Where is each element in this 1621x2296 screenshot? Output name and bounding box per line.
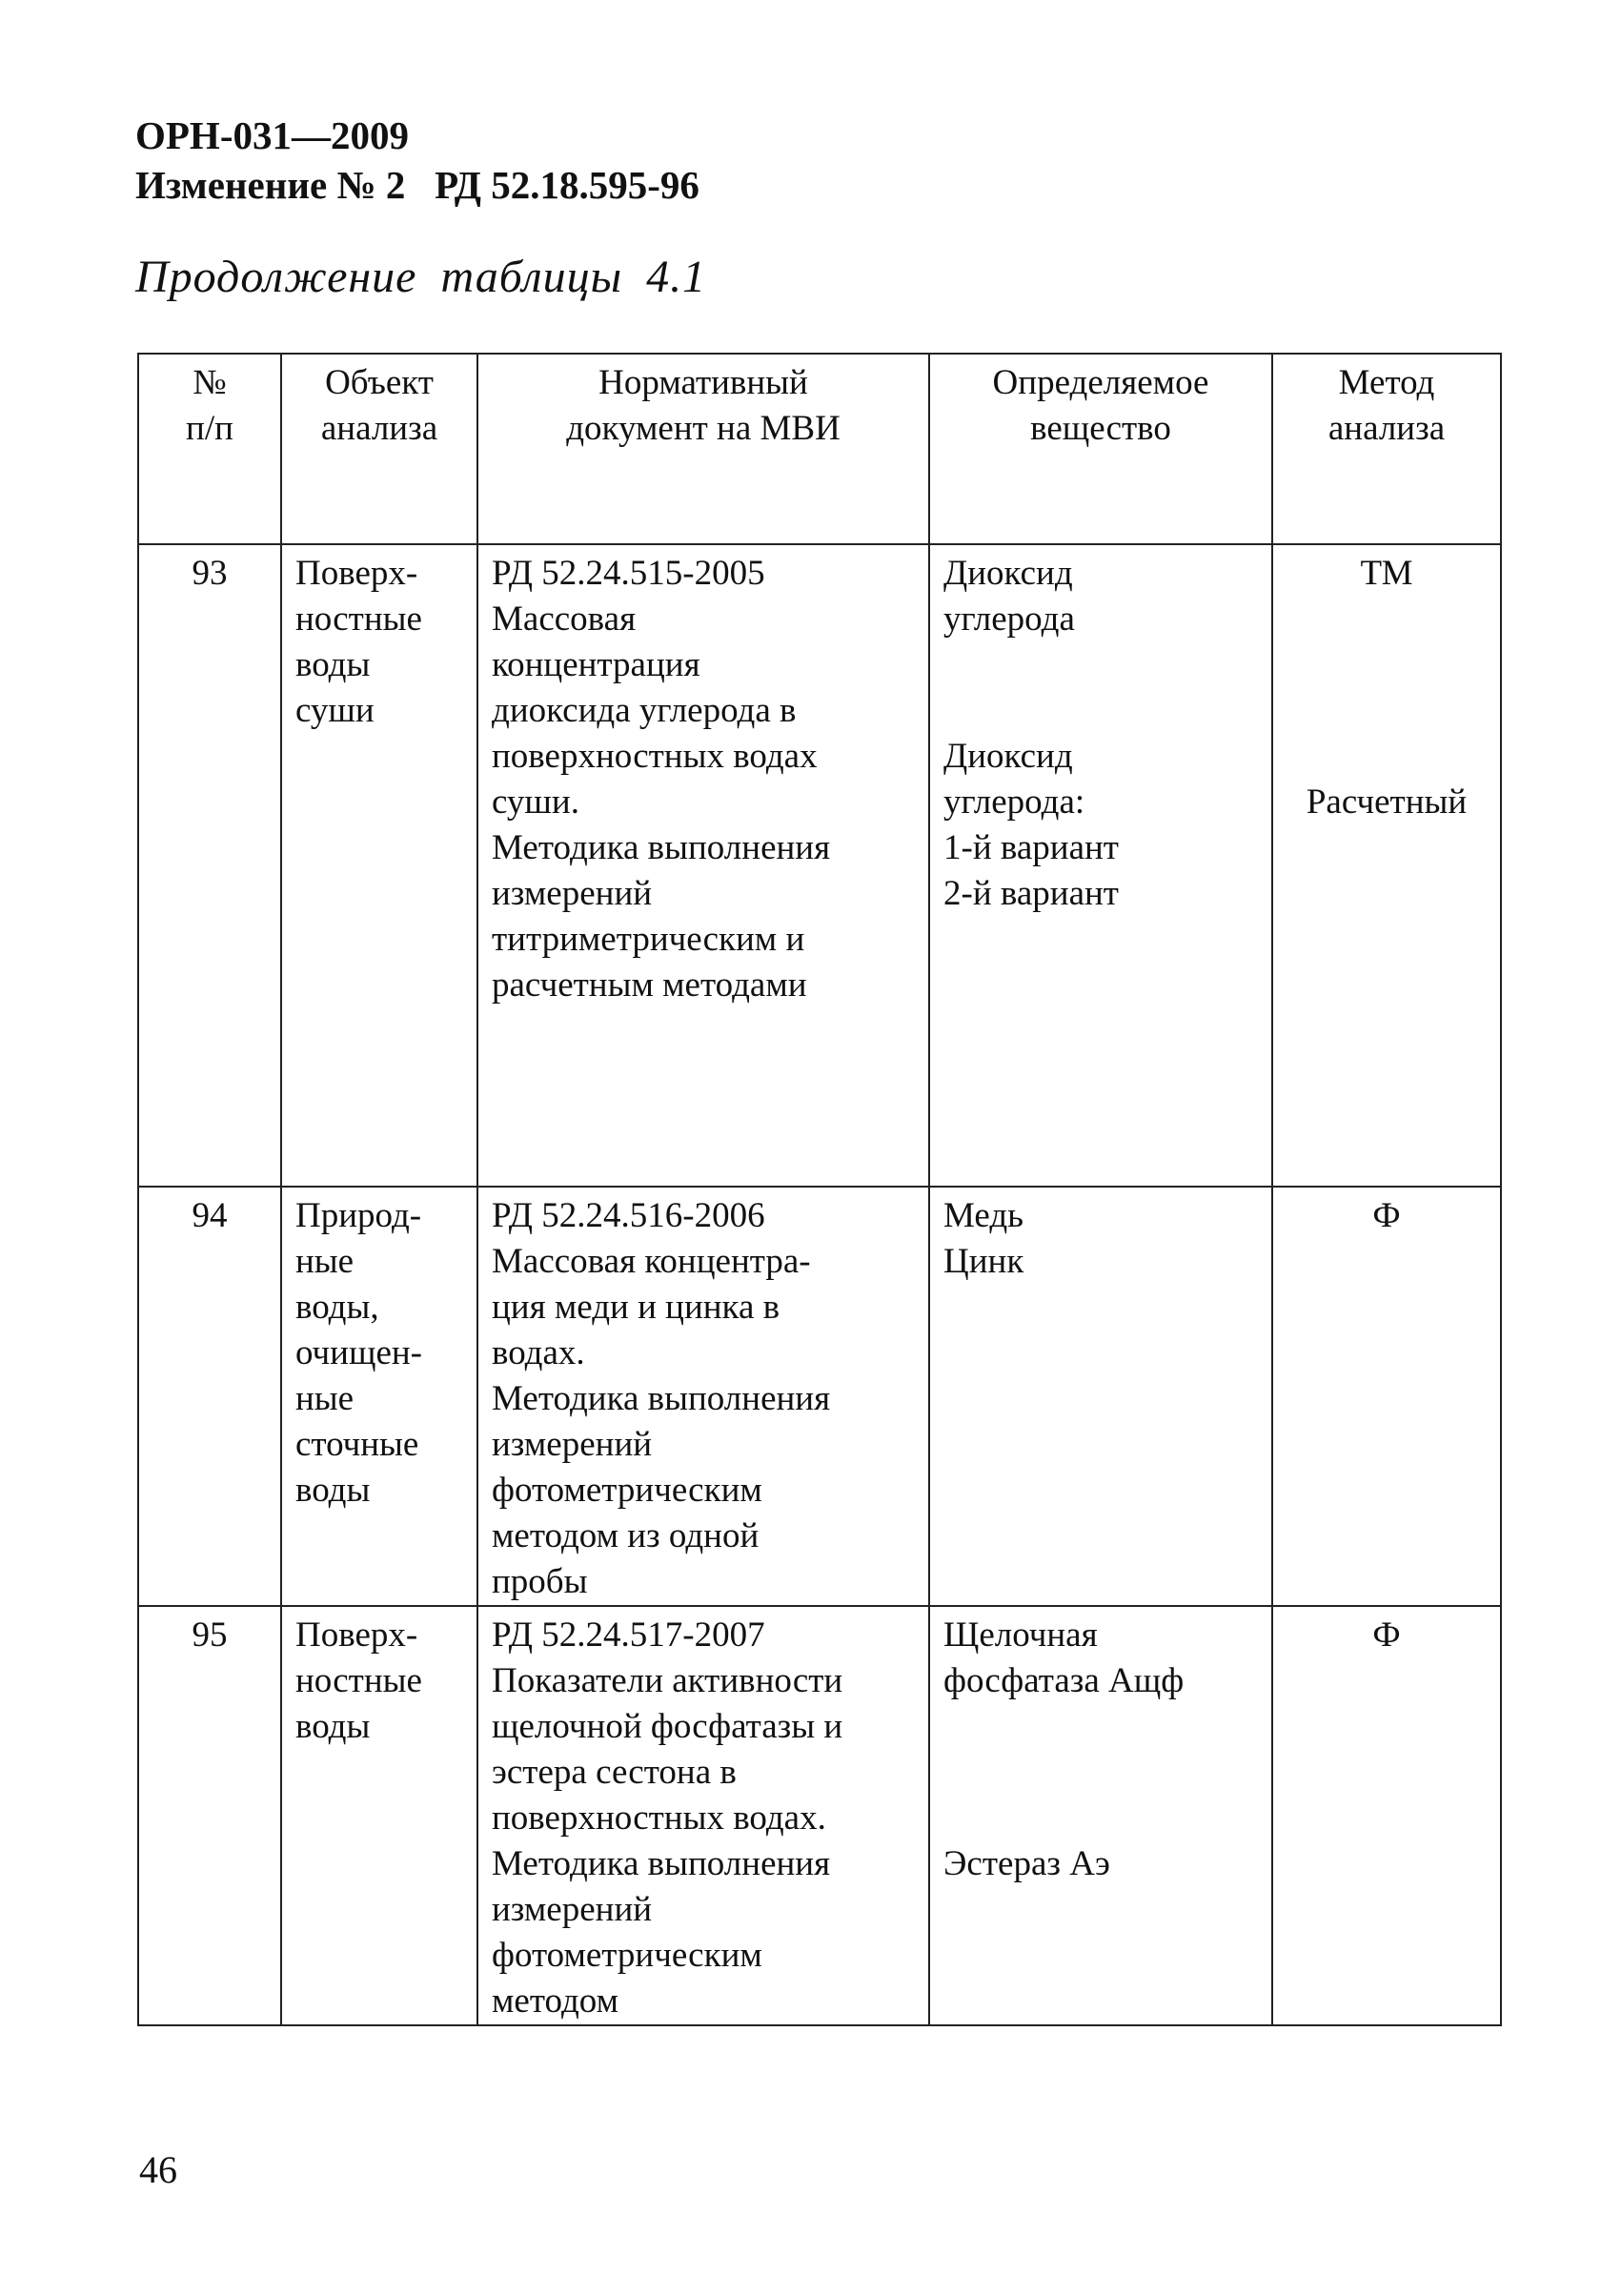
substance-entry: Диоксид углерода: 1-й вариант 2-й вариант — [943, 737, 1119, 913]
column-header-substance: Определяемое вещество — [929, 354, 1272, 544]
table-continuation-title: Продолжение таблицы 4.1 — [135, 252, 707, 302]
substance-cell — [929, 1606, 1272, 2025]
substance-cell — [929, 544, 1272, 1187]
row-number-cell: 93 — [138, 544, 281, 1187]
document-code: ОРН-031—2009 — [135, 113, 409, 157]
object-cell: Поверх- ностные воды суши — [281, 544, 477, 1187]
document-cell: РД 52.24.517-2007 Показатели активности щелочной фосфатазы и эстера сестона в поверхностных водах. Методика выполнения измерений фотометрическим методом — [477, 1606, 929, 2025]
column-header-object: Объект анализа — [281, 354, 477, 544]
method-cell: Ф — [1272, 1187, 1501, 1606]
column-header-number: № п/п — [138, 354, 281, 544]
method-cell — [1272, 544, 1501, 1187]
method-cell: Ф — [1272, 1606, 1501, 2025]
table-row — [138, 544, 1501, 1187]
document-cell: РД 52.24.515-2005 Массовая концентрация диоксида углерода в поверхностных водах суши. Методика выполнения измерений титриметрическим и расчетным методами — [477, 544, 929, 1187]
column-header-document: Нормативный документ на МВИ — [477, 354, 929, 544]
row-number-cell: 95 — [138, 1606, 281, 2025]
object-cell: Природ- ные воды, очищен- ные сточные воды — [281, 1187, 477, 1606]
object-cell: Поверх- ностные воды — [281, 1606, 477, 2025]
method-entry: Расчетный — [1306, 782, 1468, 822]
analysis-methods-table — [137, 353, 1502, 2026]
table-row — [138, 1606, 1501, 2025]
substance-entry: Эстераз Аэ — [943, 1844, 1110, 1883]
substance-cell: Медь Цинк — [929, 1187, 1272, 1606]
document-cell: РД 52.24.516-2006 Массовая концентра- ция меди и цинка в водах. Методика выполнения измерений фотометрическим методом из одной пробы — [477, 1187, 929, 1606]
substance-entry: Диоксид углерода — [943, 554, 1075, 639]
row-number-cell: 94 — [138, 1187, 281, 1606]
substance-entry: Щелочная фосфатаза Ащф — [943, 1615, 1185, 1700]
method-entry: ТМ — [1360, 554, 1413, 593]
page-number: 46 — [139, 2148, 177, 2191]
column-header-method: Метод анализа — [1272, 354, 1501, 544]
table-header-row — [138, 354, 1501, 544]
amendment-title: Изменение № 2 РД 52.18.595-96 — [135, 163, 699, 207]
table-row — [138, 1187, 1501, 1606]
